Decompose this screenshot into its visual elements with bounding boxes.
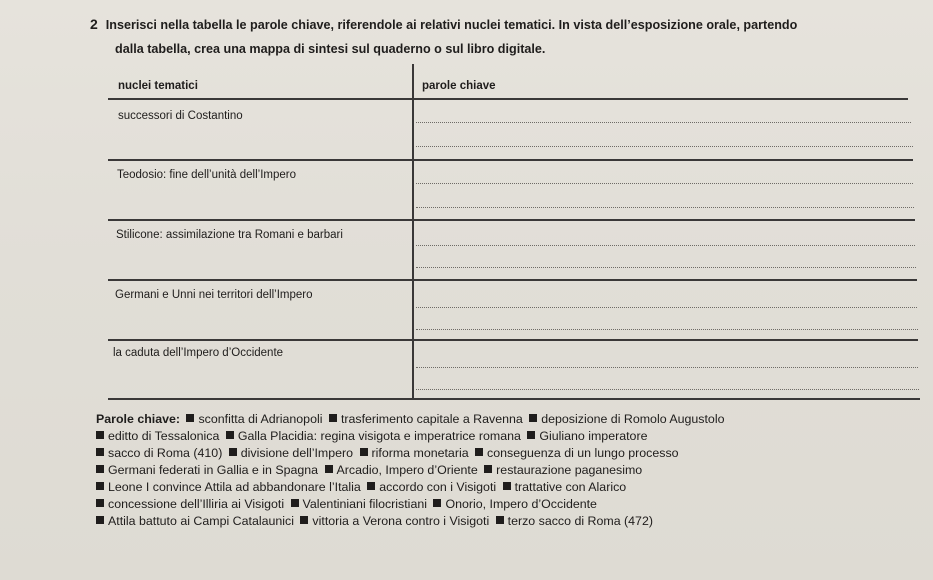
answer-line[interactable] [416,146,913,147]
keyword-item: trattative con Alarico [514,480,627,494]
keyword-item: Arcadio, Impero d’Oriente [336,463,478,477]
table-bottom-border [108,398,920,400]
answer-line[interactable] [416,367,918,368]
keyword-item: trasferimento capitale a Ravenna [340,412,523,426]
keywords-line [96,496,926,513]
square-bullet-icon [329,414,337,422]
square-bullet-icon [96,499,104,507]
keyword-item: Giuliano imperatore [539,429,648,443]
keywords-table [108,64,920,402]
keyword-item: riforma monetaria [371,446,469,460]
table-row [108,100,920,160]
square-bullet-icon [527,431,535,439]
keywords-line [96,513,926,530]
keywords-line [96,462,926,479]
square-bullet-icon [484,465,492,473]
square-bullet-icon [433,499,441,507]
keyword-item: sacco di Roma (410) [108,446,223,460]
exercise-number: 2 [90,16,98,32]
keywords-line [96,479,926,496]
keyword-item: sconfitta di Adrianopoli [198,412,323,426]
square-bullet-icon [300,516,308,524]
square-bullet-icon [367,482,375,490]
keyword-item: restaurazione paganesimo [496,463,643,477]
answer-line[interactable] [416,245,915,246]
keyword-item: editto di Tessalonica [108,429,220,443]
square-bullet-icon [325,465,333,473]
answer-line[interactable] [416,122,911,123]
answer-line[interactable] [416,183,913,184]
instruction-line-1: Inserisci nella tabella le parole chiave, riferendole ai relativi nuclei tematici. In vista dell’esposizione orale, partendo [105,18,798,32]
keywords-list [96,411,926,530]
keyword-item: Valentiniani filocristiani [302,497,427,511]
square-bullet-icon [496,516,504,524]
topic-label: successori di Costantino [118,110,243,122]
keywords-line [96,445,926,462]
answer-line[interactable] [416,307,917,308]
square-bullet-icon [96,482,104,490]
square-bullet-icon [229,448,237,456]
square-bullet-icon [529,414,537,422]
table-row [108,161,920,219]
keyword-item: conseguenza di un lungo processo [487,446,679,460]
keyword-item: terzo sacco di Roma (472) [507,514,653,528]
answer-line[interactable] [416,389,919,390]
keyword-item: Onorio, Impero d’Occidente [445,497,597,511]
keyword-item: accordo con i Visigoti [379,480,497,494]
answer-line[interactable] [416,207,914,208]
square-bullet-icon [226,431,234,439]
keywords-line [96,411,926,428]
table-row [108,221,920,279]
topic-label: Stilicone: assimilazione tra Romani e barbari [116,229,343,241]
square-bullet-icon [96,431,104,439]
keywords-line [96,428,926,445]
header-keywords: parole chiave [422,80,496,92]
instruction-line-2: dalla tabella, crea una mappa di sintesi sul quaderno o sul libro digitale. [115,42,546,56]
keyword-item: Attila battuto ai Campi Catalaunici [108,514,294,528]
square-bullet-icon [360,448,368,456]
keyword-item: concessione dell’Illiria ai Visigoti [108,497,285,511]
topic-label: Germani e Unni nei territori dell’Impero [115,289,313,301]
topic-label: Teodosio: fine dell’unità dell’Impero [117,169,296,181]
square-bullet-icon [291,499,299,507]
keyword-item: deposizione di Romolo Augustolo [541,412,725,426]
square-bullet-icon [503,482,511,490]
exercise-instruction [90,14,920,36]
square-bullet-icon [96,448,104,456]
keyword-item: Germani federati in Gallia e in Spagna [108,463,319,477]
header-topics: nuclei tematici [118,80,198,92]
topic-label: la caduta dell’Impero d’Occidente [113,347,284,359]
square-bullet-icon [186,414,194,422]
keyword-item: vittoria a Verona contro i Visigoti [312,514,490,528]
keyword-item: divisione dell’Impero [240,446,354,460]
table-row [108,341,920,399]
keywords-title: Parole chiave: [96,412,181,426]
answer-line[interactable] [416,329,918,330]
table-row [108,281,920,339]
keyword-item: Leone I convince Attila ad abbandonare l’Italia [108,480,361,494]
square-bullet-icon [475,448,483,456]
answer-line[interactable] [416,267,916,268]
square-bullet-icon [96,516,104,524]
keyword-item: Galla Placidia: regina visigota e imperatrice romana [237,429,521,443]
square-bullet-icon [96,465,104,473]
